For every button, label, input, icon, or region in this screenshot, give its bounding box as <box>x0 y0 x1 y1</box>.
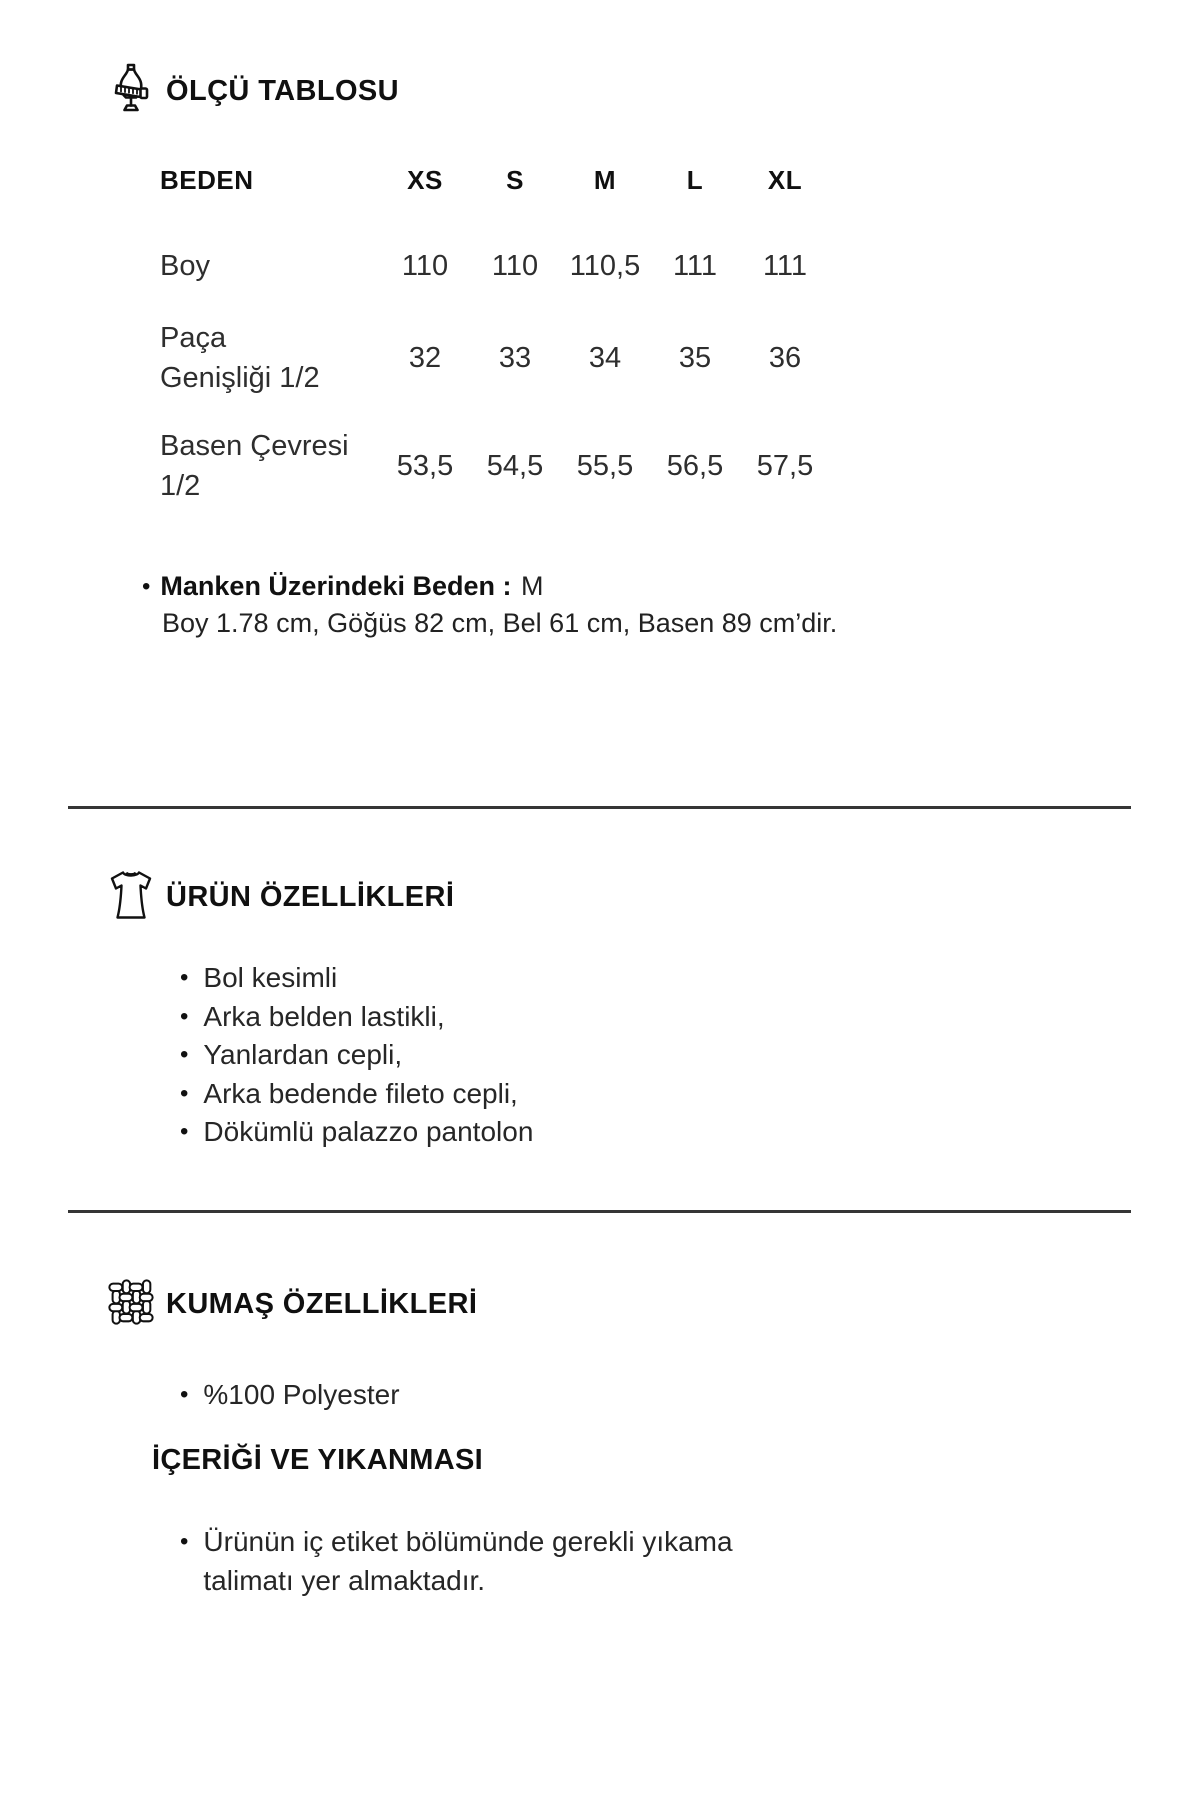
size-col-xs: XS <box>407 165 443 195</box>
fabric-features-list <box>180 1376 1130 1415</box>
cell-value: 56,5 <box>666 449 724 482</box>
cell-value: 110,5 <box>569 249 641 282</box>
cell-value: 110 <box>401 249 449 282</box>
cell-value: 36 <box>768 341 802 374</box>
size-col-s: S <box>506 165 524 195</box>
mannequin-note-detail: Boy 1.78 cm, Göğüs 82 cm, Bel 61 cm, Basen 89 cm’dir. <box>162 608 838 638</box>
cell-value: 111 <box>672 249 718 282</box>
row-label: Paça <box>160 322 227 354</box>
feature-text: • Arka belden lastikli, <box>203 1000 445 1032</box>
cell-value: 53,5 <box>396 449 454 482</box>
feature-text: • Dökümlü palazzo pantolon <box>203 1116 534 1147</box>
cell-value: 32 <box>408 341 442 374</box>
list-item <box>180 1523 1130 1600</box>
fabric-features-title: KUMAŞ ÖZELLİKLERİ <box>166 1287 478 1320</box>
row-label: Genişliği 1/2 <box>160 362 320 394</box>
table-row-boy <box>160 246 830 286</box>
mannequin-note-size: M <box>521 571 544 601</box>
feature-text: • Yanlardan cepli, <box>203 1039 403 1070</box>
size-table-title: ÖLÇÜ TABLOSU <box>166 75 400 107</box>
feature-text: • Arka bedende fileto cepli, <box>203 1077 518 1109</box>
bullet-dot: • <box>142 573 151 600</box>
tshirt-icon <box>108 869 154 926</box>
size-col-m: M <box>593 165 617 195</box>
size-col-l: L <box>686 165 704 195</box>
mannequin-size-note <box>142 568 1130 642</box>
cell-value: 35 <box>678 341 712 374</box>
fabric-weave-icon <box>108 1277 154 1332</box>
feature-text: • Bol kesimli <box>203 962 338 993</box>
list-item <box>180 959 1130 998</box>
section-divider <box>68 1210 1131 1213</box>
row-label: Boy <box>160 250 210 282</box>
product-features-list <box>180 959 1130 1152</box>
row-label: Basen Çevresi <box>160 430 349 462</box>
list-item <box>180 1113 1130 1152</box>
list-item <box>180 1036 1130 1075</box>
size-table <box>160 165 830 506</box>
cell-value: 55,5 <box>576 449 634 482</box>
size-col-xl: XL <box>767 165 803 195</box>
product-features-title: ÜRÜN ÖZELLİKLERİ <box>166 881 455 913</box>
list-item <box>180 1075 1130 1114</box>
washing-heading: İÇERİĞİ VE YIKANMASI <box>152 1444 483 1476</box>
washing-note-list <box>180 1523 1130 1600</box>
cell-value: 111 <box>762 249 808 282</box>
fabric-text: • %100 Polyester <box>203 1378 400 1410</box>
size-col-header: BEDEN <box>160 165 254 195</box>
cell-value: 34 <box>588 341 622 374</box>
list-item <box>180 998 1130 1037</box>
size-table-header <box>108 62 1130 121</box>
fabric-features-header <box>108 1277 1130 1332</box>
cell-value: 33 <box>498 341 532 374</box>
cell-value: 110 <box>491 249 539 282</box>
row-label: 1/2 <box>160 470 201 502</box>
cell-value: 54,5 <box>486 449 544 482</box>
section-divider <box>68 806 1131 809</box>
list-item <box>180 1376 1130 1415</box>
cell-value: 57,5 <box>756 449 814 482</box>
table-row-basen-cevresi <box>160 426 830 506</box>
table-row-paca-genisligi <box>160 318 830 398</box>
size-table-header-row <box>160 165 830 196</box>
product-features-header <box>108 869 1130 926</box>
mannequin-note-label: Manken Üzerindeki Beden : <box>160 571 512 601</box>
mannequin-measuring-tape-icon <box>108 62 154 121</box>
washing-note-text: • Ürünün iç etiket bölümünde gerekli yıkama talimatı yer almaktadır. <box>203 1526 733 1596</box>
